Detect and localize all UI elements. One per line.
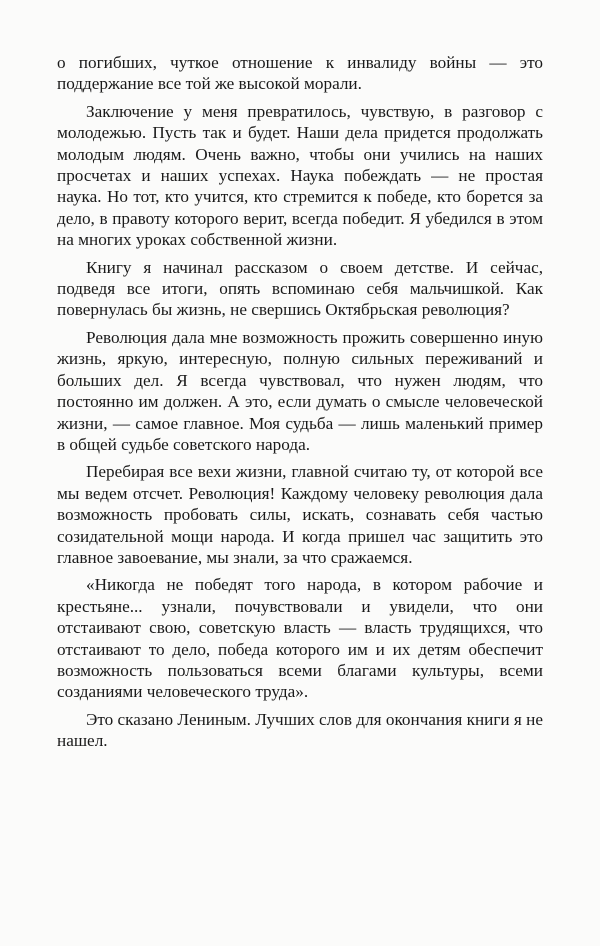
paragraph-6-lenin-quote: «Никогда не победят того народа, в котором рабочие и крестьяне... узнали, почувствовали и увидели, что они отстаивают свою, советскую власть — власть трудящихся, что отстаивают то дело, победа которого им и их детям обеспечит возможность пользоваться всеми благами культуры, всеми созданиями человеческого труда». (57, 575, 543, 702)
paragraph-4: Революция дала мне возможность прожить совершенно иную жизнь, яркую, интересную, полную сильных переживаний и больших дел. Я всегда чувствовал, что нужен людям, что постоянно им должен. А это, если думать о смысле человеческой жизни, — самое главное. Моя судьба — лишь маленький пример в общей судьбе советского народа. (57, 327, 543, 454)
paragraph-7: Это сказано Лениным. Лучших слов для окончания книги я не нашел. (57, 709, 543, 751)
paragraph-2: Заключение у меня превратилось, чувствую, в разговор с молодежью. Пусть так и будет. Наши дела придется продолжать молодым людям. Очень важно, чтобы они учились на наших просчетах и наших успехах. Наука побеждать — не простая наука. Но тот, кто учится, кто стремится к победе, кто борется за дело, в правоту которого верит, всегда победит. Я убедился в этом на многих уроках собственной жизни. (57, 101, 543, 250)
paragraph-5: Перебирая все вехи жизни, главной считаю ту, от которой все мы ведем отсчет. Революция! Каждому человеку революция дала возможность пробовать силы, искать, сознавать себя частью созидательной мощи народа. И когда пришел час защитить это главное завоевание, мы знали, за что сражаемся. (57, 462, 543, 567)
page-text-block (57, 52, 543, 752)
paragraph-1: о погибших, чуткое отношение к инвалиду войны — это поддержание все той же высокой морали. (57, 53, 543, 94)
paragraph-3: Книгу я начинал рассказом о своем детстве. И сейчас, подведя все итоги, опять вспоминаю себя мальчишкой. Как повернулась бы жизнь, не свершись Октябрьская революция? (57, 257, 543, 320)
